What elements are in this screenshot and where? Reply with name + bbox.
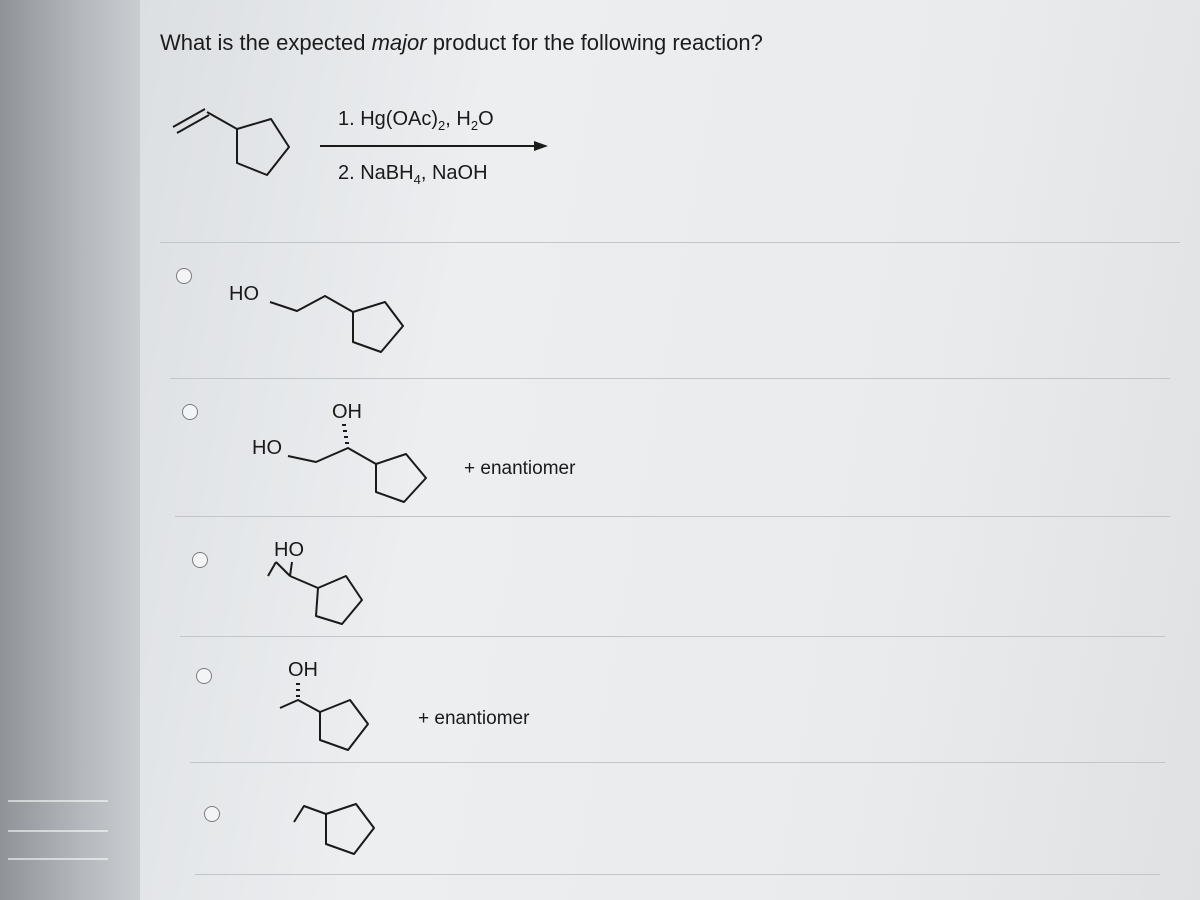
- answer-option-2-note: + enantiomer: [464, 458, 576, 479]
- answer-option-4-structure: [270, 652, 420, 760]
- answer-option-2-structure: [250, 392, 450, 510]
- divider: [195, 874, 1160, 875]
- hydroxyl-label: OH: [288, 659, 318, 681]
- hydroxyl-label: HO: [274, 539, 304, 561]
- answer-option-3-radio[interactable]: [192, 552, 208, 568]
- reagent-step-2-sub: 4: [413, 172, 421, 187]
- divider: [180, 636, 1165, 637]
- answer-option-5-structure: [280, 790, 430, 870]
- question-text: [160, 30, 763, 56]
- answer-option-1-structure: [225, 278, 425, 358]
- question-suffix: product for the following reaction?: [426, 30, 763, 55]
- bezel-highlight: [8, 830, 108, 832]
- answer-option-4-radio[interactable]: [196, 668, 212, 684]
- hydroxyl-label: HO: [229, 283, 259, 305]
- reagent-step-1-end: O: [478, 108, 494, 130]
- divider: [190, 762, 1165, 763]
- answer-option-4-note: + enantiomer: [418, 708, 530, 729]
- divider: [170, 378, 1170, 379]
- reagent-step-2-text: 2. NaBH: [338, 162, 414, 184]
- bezel-highlight: [8, 800, 108, 802]
- hydroxyl-label: HO: [252, 437, 282, 459]
- reactant-structure: [165, 95, 305, 195]
- reagent-step-2: [338, 162, 488, 187]
- reagent-step-2-end: , NaOH: [420, 162, 488, 184]
- reagent-step-1-sep: , H: [445, 108, 471, 130]
- hydroxyl-label: OH: [332, 401, 362, 423]
- divider: [160, 242, 1180, 243]
- divider: [175, 516, 1170, 517]
- question-prefix: What is the expected: [160, 30, 372, 55]
- answer-option-5-radio[interactable]: [204, 806, 220, 822]
- reagent-step-1: [338, 108, 494, 133]
- answer-option-3-structure: [262, 532, 412, 632]
- bezel-highlight: [8, 858, 108, 860]
- reagent-step-1-water-sub: 2: [470, 118, 479, 133]
- reagent-step-1-sub: 2: [438, 118, 446, 133]
- answer-option-2-radio[interactable]: [182, 404, 198, 420]
- reaction-arrow: [318, 138, 550, 154]
- reagent-step-1-text: 1. Hg(OAc): [338, 108, 439, 130]
- question-emphasis: major: [371, 30, 427, 55]
- left-bezel: [0, 0, 150, 900]
- answer-option-1-radio[interactable]: [176, 268, 192, 284]
